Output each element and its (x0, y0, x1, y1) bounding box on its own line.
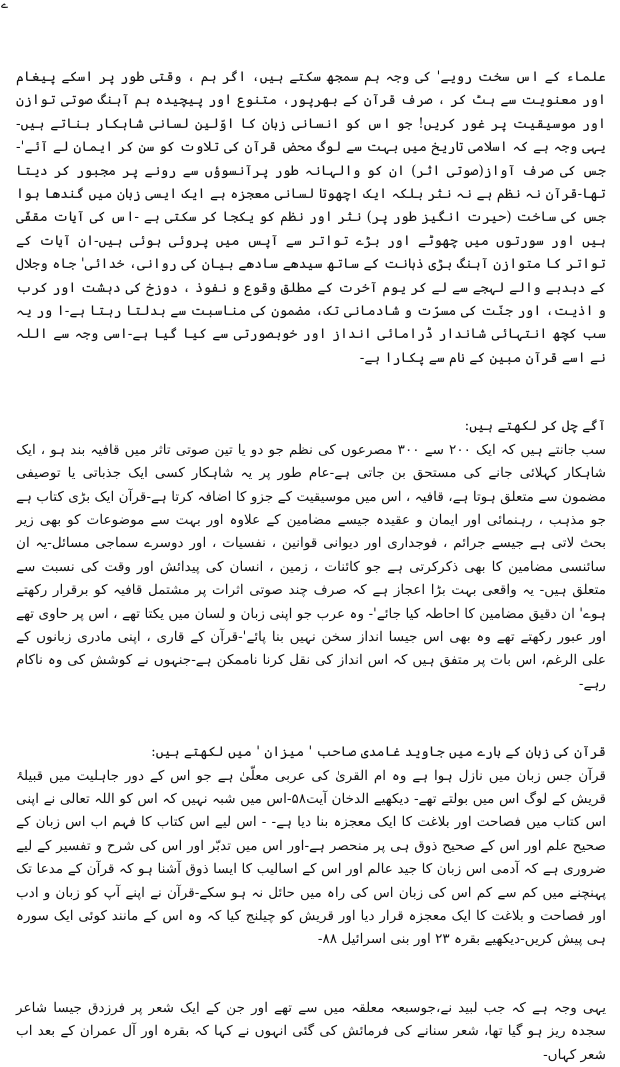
paragraph-ulama-attitude: علماء کے اس سخت رویے' کی وجہ ہم سمجھ سکتے ہیں، اگر ہم ، وقتی طور پر اسکے پیغام اور معنویت سے ہٹ کر ، صرف قرآن کے بھرپور، متنوع اور پیچیدہ ہم آہنگ صوتی توازن اور موسیقیت پر غور کریں! جو اس کو انسانی زبان کا اوّلین لسانی شاہکار بناتے ہیں- یہی وجہ ہے کہ اسلامی تاریخ میں بہت سے لوگ محض قرآن کی تلاوت کو سن کر ایمان لے آئے'- جس کی صرف آواز(صوتی اثر) ان کو والہانہ طور پرآنسوؤں سے رونے پر مجبور کر دیتا تھا-قرآن نہ نظم ہے نہ نثر بلکہ ایک اچھوتا لسانی معجزہ ہے ایک ایسی زبان میں گندھا ہوا جس کی ساخت (حیرت انگیز طور پر) نثر اور نظم کو یکجا کر سکتی ہے -اس کی آیات مقفّی ہیں اور سورتوں میں چھوٹے اور بڑے تواتر سے آپس میں پروئی ہوئی ہیں-ان آیات کے تواتر کا متوازن آہنگ بڑی ذہانت کے ساتھ سیدھے سادھے بیان کی روانی، خدائی' جاہ وجلال کے دبدبے والے لہجے سے لے کر یوم آخرت کے مطلق وقوع و نفوذ ، دوزخ کی دہشت اور کرب و اذیت، اور جنّت کی مسرّت و شادمانی تک، مضمون کی مناسبت سے بدلتا رہتا ہے-ا ور یہ سب کچھ انتہائی شاندار ڈرامائی انداز اور خوبصورتی سے کیا گیا ہے-اسی وجہ سے اللہ نے اسے قرآن مبین کے نام سے پکارا ہے- (16, 69, 607, 366)
paragraph-poem-rhyme: سب جانتے ہیں کہ ایک ۲۰۰ سے ۳۰۰ مصرعوں کی نظم جو دو یا تین صوتی تاثر میں قافیہ بند ہو ، ایک شاہکار کہلائی جانے کی مستحق بن جاتی ہے-عام طور پر یہ شاہکار کسی ایک جذباتی یا توصیفی مضمون سے متعلق ہوتا ہے، قافیہ ، اس میں موسیقیت کے جزو کا اضافہ کرتا ہے-قرآن ایک بڑی کتاب ہے جو مذہب ، رہنمائی اور ایمان و عقیدہ جیسے مضامین کے علاوہ اور بہت سے موضوعات کو بھی زیر بحث لاتی ہے جیسے جرائم ، فوجداری اور دیوانی قوانین ، نفسیات ، اور دوسرے سماجی مسائل-یہ ان سائنسی مضامین کا بھی ذکرکرتی ہے جو کائنات ، زمین ، انسان کی پیدائش اور وقت کی نسبت سے متعلق ہیں- یہ واقعی بہت بڑا اعجاز ہے کہ صرف چند صوتی اثرات پر مشتمل قافیہ کو برقرار رکھتے ہوے' ان دقیق مضامین کا احاطہ کیا جائے'- وہ عرب جو اپنی زبان و لسان میں یکتا تھے ، اس پر حاوی تھے اور عبور رکھتے تھے وہ بھی اس جیسا انداز سخن نہیں بنا پائے'-قرآن کے قاری ، اپنی مادری زبانوں کے علی الرغم، اس بات پر متفق ہیں کہ اس انداز کی نقل کرنا ناممکن ہے-جنہوں نے کوشش کی وہ ناکام رہے- (16, 441, 607, 692)
paragraph-labid-story: یہی وجہ ہے کہ جب لبید نے،جوسبعہ معلقہ میں سے تھے اور جن کے ایک شعر پر فرزدق جیسا شاعر سجدہ ریز ہو گیا تھا، شعر سنانے کی فرمائش کی گئی انہوں نے کہا کہ بقرہ اور آل عمران کے بعد اب شعر کہاں- (16, 999, 606, 1063)
paragraph-heading-ghamidi-mizan: قرآن کی زبان کے بارے میں جاوید غامدی صاحب ' میزان ' میں لکھتے ہیں: (151, 744, 606, 761)
paragraph-quran-language: قرآن جس زبان میں نازل ہوا ہے وہ ام القریٰ کی عربی معلّیٰ ہے جو اس کے دور جاہلیت میں قبیلۂ قریش کے لوگ اس میں بولتے تھے- دیکھیے الدخان آیت۵۸-اس میں شبہ نہیں کہ اس کو اللہ تعالی نے اپنی اس کتاب میں فصاحت اور بلاغت کا ایک معجزہ بنا دیا ہے- - اس لیے اس کتاب کا فہم اب اس زبان کے صحیح علم اور اس کے صحیح ذوق ہی پر منحصر ہے-اور اس میں تدبّر اور اس کی شرح و تفسیر کے لیے ضروری ہے کہ آدمی اس زبان کا جید عالم اور اس کے اسالیب کا ایسا ذوق آشنا ہو کہ قرآن کے مدعا تک پہنچنے میں کم سے کم اس کی زبان اس کی راہ میں حائل نہ ہو سکے-قرآن نے اپنے آپ کو زبان و ادب اور فصاحت و بلاغت کا ایک معجزہ قرار دیا اور قریش کو چیلنج کیا کہ وہ اس کے مانند کوئی ایک سورہ ہی پیش کریں-دیکھیے بقرہ ۲۳ اور بنی اسرائیل ۸۸- (16, 767, 606, 948)
paragraph-heading-aage-chal-kar: آگے چل کر لکھتے ہیں: (464, 418, 606, 435)
top-edge-mark: ے (0, 0, 8, 11)
